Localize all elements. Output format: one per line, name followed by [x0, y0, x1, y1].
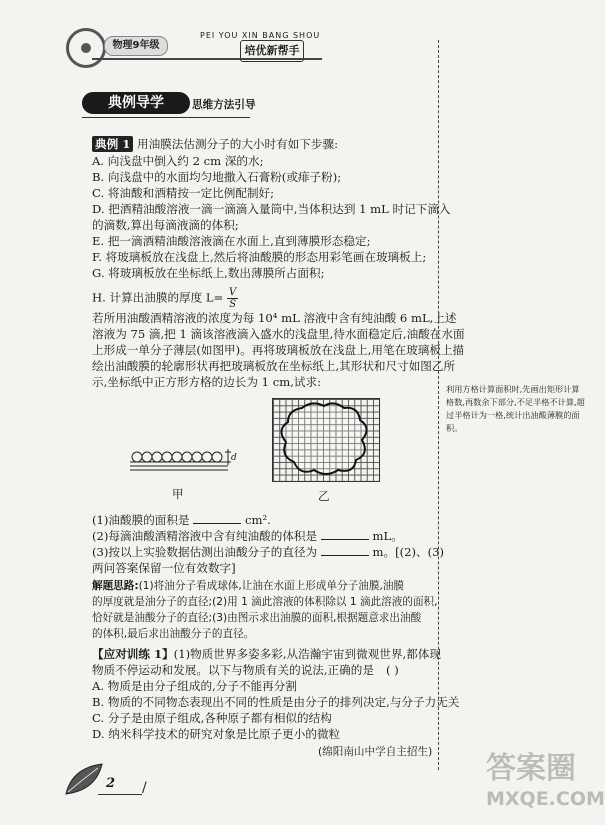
header-brand: 培优新帮手 [244, 44, 300, 57]
answer-blank-3[interactable] [321, 545, 369, 556]
section-underline [82, 117, 250, 118]
solution-line-4: 的体积,最后求出油酸分子的直径。 [92, 628, 255, 640]
practice-label: 【应对训练 1】 [92, 647, 174, 661]
solution-label: 解题思路: [92, 580, 139, 592]
solution-line-2: 的厚度就是油分子的直径;(2)用 1 滴此溶液的体积除以 1 滴此溶液的面积, [92, 596, 438, 608]
header-brand-badge [240, 40, 304, 62]
para-line-5: 示,坐标纸中正方形方格的边长为 1 cm,试求: [92, 375, 322, 389]
example-heading [92, 136, 338, 152]
step-a: A. 向浅盘中倒入约 2 cm 深的水; [92, 154, 264, 168]
option-d: D. 纳米科学技术的研究对象是比原子更小的微粒 [92, 727, 341, 741]
question-3-cont: 两问答案保留一位有效数字] [92, 561, 236, 575]
sidebar-divider [438, 40, 439, 770]
option-a: A. 物质是由分子组成的,分子不能再分割 [92, 679, 297, 693]
figure-d-label: d [231, 453, 237, 463]
solution-line-3: 恰好就是油酸分子的直径;(3)由图示求出油膜的面积,根据题意求出油酸 [92, 612, 422, 624]
para-line-4: 绘出油酸膜的轮廓形状再把玻璃板放在坐标纸上,其形状和尺寸如图乙所 [92, 359, 456, 373]
example-intro: 用油膜法估测分子的大小时有如下步骤: [136, 137, 338, 151]
header-grade: 物理9年级 [112, 40, 160, 51]
fraction-numerator: V [229, 287, 237, 298]
header-pinyin: PEI YOU XIN BANG SHOU [200, 31, 321, 40]
footer-slashes: / [142, 780, 147, 796]
section-title-banner [82, 92, 190, 114]
sidenote: 利用方格计算面积时,先画出矩形计算格数,再数余下部分,不足半格不计算,超过半格计为一格,统计出油酸薄膜的面积。 [446, 384, 585, 433]
practice-source: (绵阳南山中学自主招生) [318, 746, 433, 758]
step-d-cont: 的滴数,算出每滴液滴的体积; [92, 218, 239, 232]
watermark-line-1: 答案圈 [486, 751, 576, 786]
watermark-line-2: MXQE.COM [486, 788, 605, 810]
question-3-text: (3)按以上实验数据估测出油酸分子的直径为 [92, 545, 318, 559]
option-c: C. 分子是由原子组成,各种原子都有相似的结构 [92, 711, 332, 725]
section-subtitle: 思维方法引导 [192, 99, 256, 111]
question-2-unit: mL。 [372, 529, 403, 543]
step-b: B. 向浅盘中的水面均匀地撒入石膏粉(或痱子粉); [92, 170, 342, 184]
question-2 [92, 528, 403, 544]
example-tag: 典例 1 [92, 136, 133, 152]
answer-blank-2[interactable] [321, 529, 369, 540]
option-b: B. 物质的不同物态表现出不同的性质是由分子的排列决定,与分子力无关 [92, 695, 460, 709]
figure-jia-monolayer [128, 445, 238, 477]
figure-jia-label: 甲 [172, 487, 184, 501]
question-1-unit: cm². [244, 513, 271, 527]
step-c: C. 将油酸和酒精按一定比例配制好; [92, 186, 275, 200]
figure-yi-label: 乙 [318, 489, 330, 503]
practice-text-1: (1)物质世界多姿多彩,从浩瀚宇宙到微观世界,都体现 [173, 647, 441, 661]
step-d: D. 把酒精油酸溶液一滴一滴滴入量筒中,当体积达到 1 mL 时记下滴入 [92, 202, 451, 216]
step-e: E. 把一滴酒精油酸溶液滴在水面上,直到薄膜形态稳定; [92, 234, 371, 248]
answer-blank-1[interactable] [193, 513, 241, 524]
footer-rule [98, 794, 142, 795]
fraction-denominator: S [229, 299, 237, 310]
header-grade-badge [104, 36, 168, 56]
para-line-2: 溶液为 75 滴,把 1 滴该溶液滴入盛水的浅盘里,待水面稳定后,油酸在水面 [92, 327, 465, 341]
practice-line-2: 物质不停运动和发展。以下与物质有关的说法,正确的是 [92, 663, 374, 677]
question-1-text: (1)油酸膜的面积是 [92, 513, 190, 527]
step-h-label: H. 计算出油膜的厚度 L= [92, 290, 224, 305]
figure-yi-oil-outline [272, 398, 380, 482]
question-1 [92, 512, 271, 528]
section-title: 典例导学 [108, 95, 164, 111]
practice-answer-paren: ( ) [386, 663, 399, 677]
solution-text-1: (1)将油分子看成球体,让油在水面上形成单分子油膜,油膜 [138, 580, 405, 592]
question-3-unit: m。[(2)、(3) [372, 545, 445, 559]
practice-line-1 [92, 646, 441, 662]
ship-wheel-icon [66, 28, 106, 68]
solution-line-1 [92, 578, 404, 594]
step-f: F. 将玻璃板放在浅盘上,然后将油酸膜的形态用彩笔画在玻璃板上; [92, 250, 427, 264]
para-line-1: 若所用油酸酒精溶液的浓度为每 10⁴ mL 溶液中含有纯油酸 6 mL,上述 [92, 311, 457, 325]
step-g: G. 将玻璃板放在坐标纸上,数出薄膜所占面积; [92, 266, 325, 280]
page-number: 2 [106, 776, 116, 791]
leaf-icon [62, 760, 108, 802]
question-3 [92, 544, 444, 560]
para-line-3: 上形成一单分子薄层(如图甲)。再将玻璃板放在浅盘上,用笔在玻璃板上描 [92, 343, 465, 357]
question-2-text: (2)每滴油酸酒精溶液中含有纯油酸的体积是 [92, 529, 318, 543]
step-h [92, 287, 238, 310]
